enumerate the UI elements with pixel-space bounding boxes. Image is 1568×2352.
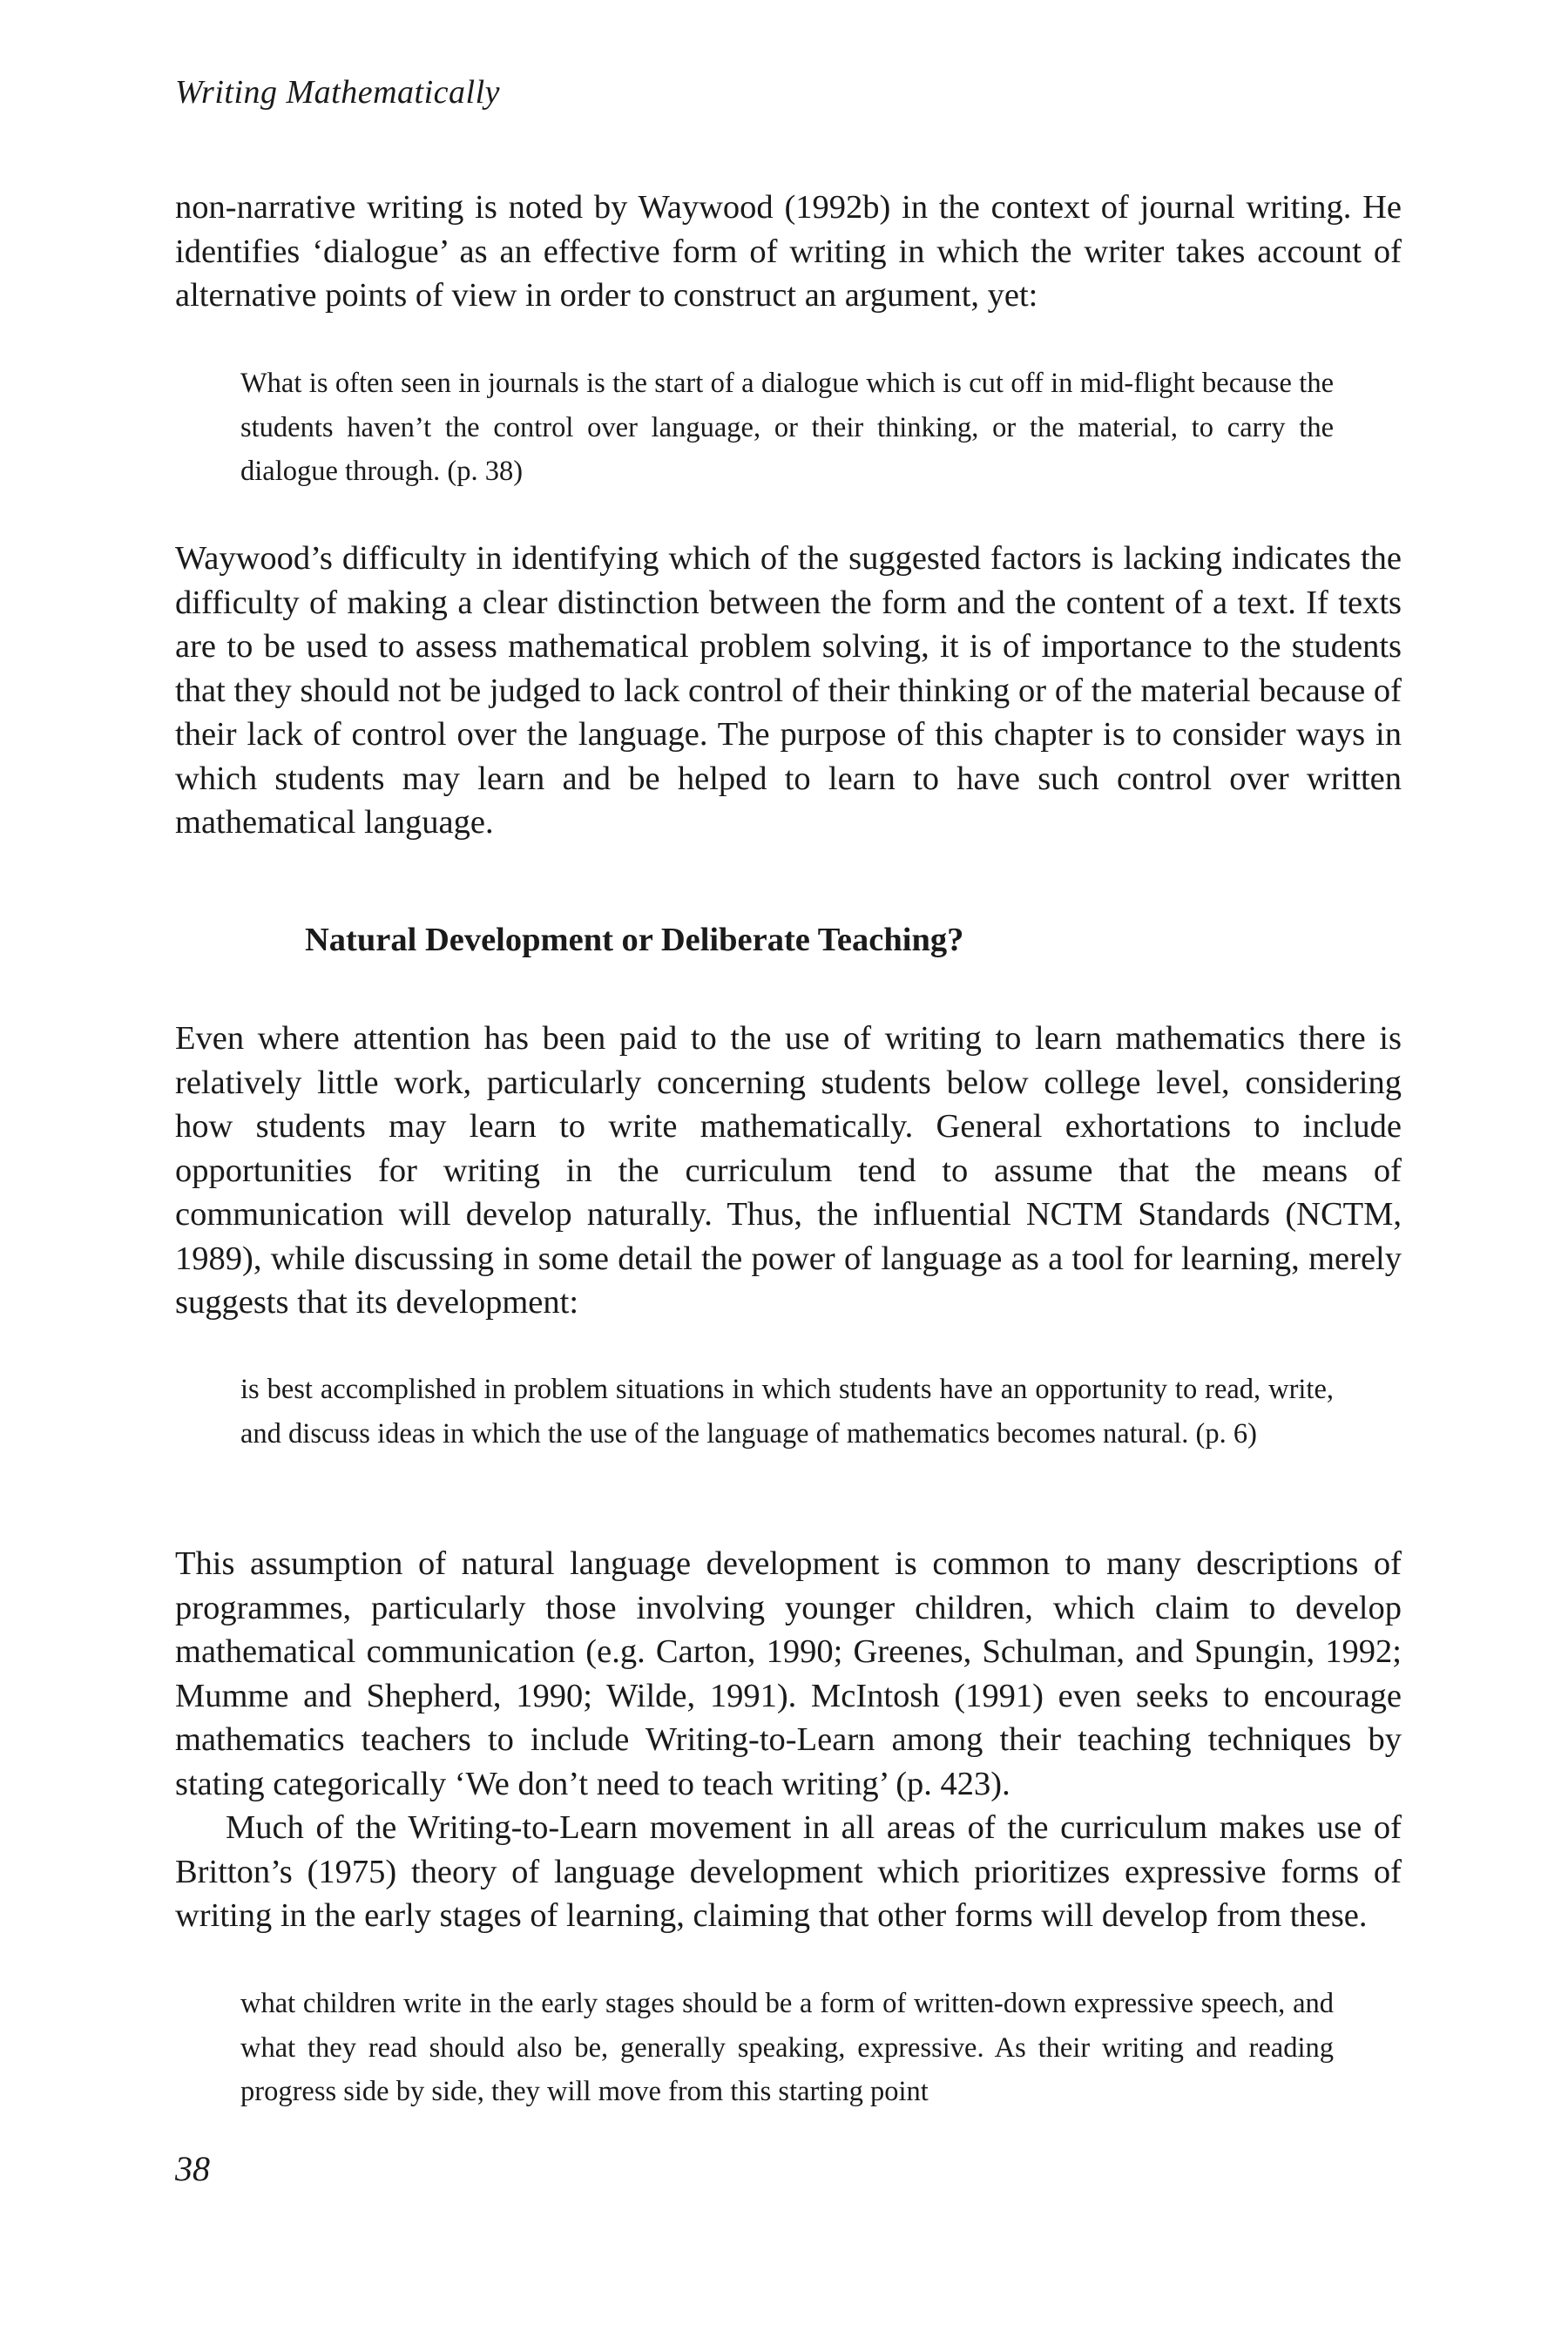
- body-paragraph: Even where attention has been paid to the use of writing to learn mathematics there is relatively little work, particularly concerning students below college level, considering how students may learn to write mathematically. General exhortations to include opportunities for writing in the curriculum tend to assume that the means of communication will develop naturally. Thus, the influential NCTM Standards (NCTM, 1989), while discussing in some detail the power of language as a tool for learning, merely suggests that its development:: [175, 1020, 1402, 1321]
- block-quote: is best accomplished in problem situations in which students have an opportunity to read, write, and discuss ideas in which the use of the language of mathematics becomes natural. (p. 6): [240, 1374, 1334, 1450]
- body-paragraph: This assumption of natural language development is common to many descriptions of programmes, particularly those involving younger children, which claim to develop mathematical communication (e.g. Carton, 1990; Greenes, Schulman, and Spungin, 1992; Mumme and Shepherd, 1990; Wilde, 1991). McIntosh (1991) even seeks to encourage mathematics teachers to include Writing-to-Learn among their teaching techniques by stating categorically ‘We don’t need to teach writing’ (p. 423).: [175, 1545, 1402, 1802]
- section-heading: Natural Development or Deliberate Teaching?: [305, 922, 964, 958]
- running-head: Writing Mathematically: [175, 74, 501, 111]
- page-number: 38: [175, 2149, 210, 2188]
- body-paragraph: Much of the Writing-to-Learn movement in all areas of the curriculum makes use of Britton’s (1975) theory of language development which prioritizes expressive forms of writing in the early stages of learning, claiming that other forms will develop from these.: [175, 1809, 1402, 1934]
- block-quote: what children write in the early stages should be a form of written-down expressive speech, and what they read should also be, generally speaking, expressive. As their writing and reading progress side by side, they will move from this starting point: [240, 1988, 1334, 2107]
- body-paragraph: Waywood’s difficulty in identifying which of the suggested factors is lacking indicates the difficulty of making a clear distinction between the form and the content of a text. If texts are to be used to assess mathematical problem solving, it is of importance to the students that they should not be judged to lack control of their thinking or of the material because of their lack of control over the language. The purpose of this chapter is to consider ways in which students may learn and be helped to learn to have such control over written mathematical language.: [175, 540, 1402, 841]
- block-quote: What is often seen in journals is the start of a dialogue which is cut off in mid-flight because the students haven’t the control over language, or their thinking, or the material, to carry the dialogue through. (p. 38): [240, 368, 1334, 487]
- body-paragraph: non-narrative writing is noted by Waywood (1992b) in the context of journal writing. He identifies ‘dialogue’ as an effective form of writing in which the writer takes account of alternative points of view in order to construct an argument, yet:: [175, 189, 1402, 314]
